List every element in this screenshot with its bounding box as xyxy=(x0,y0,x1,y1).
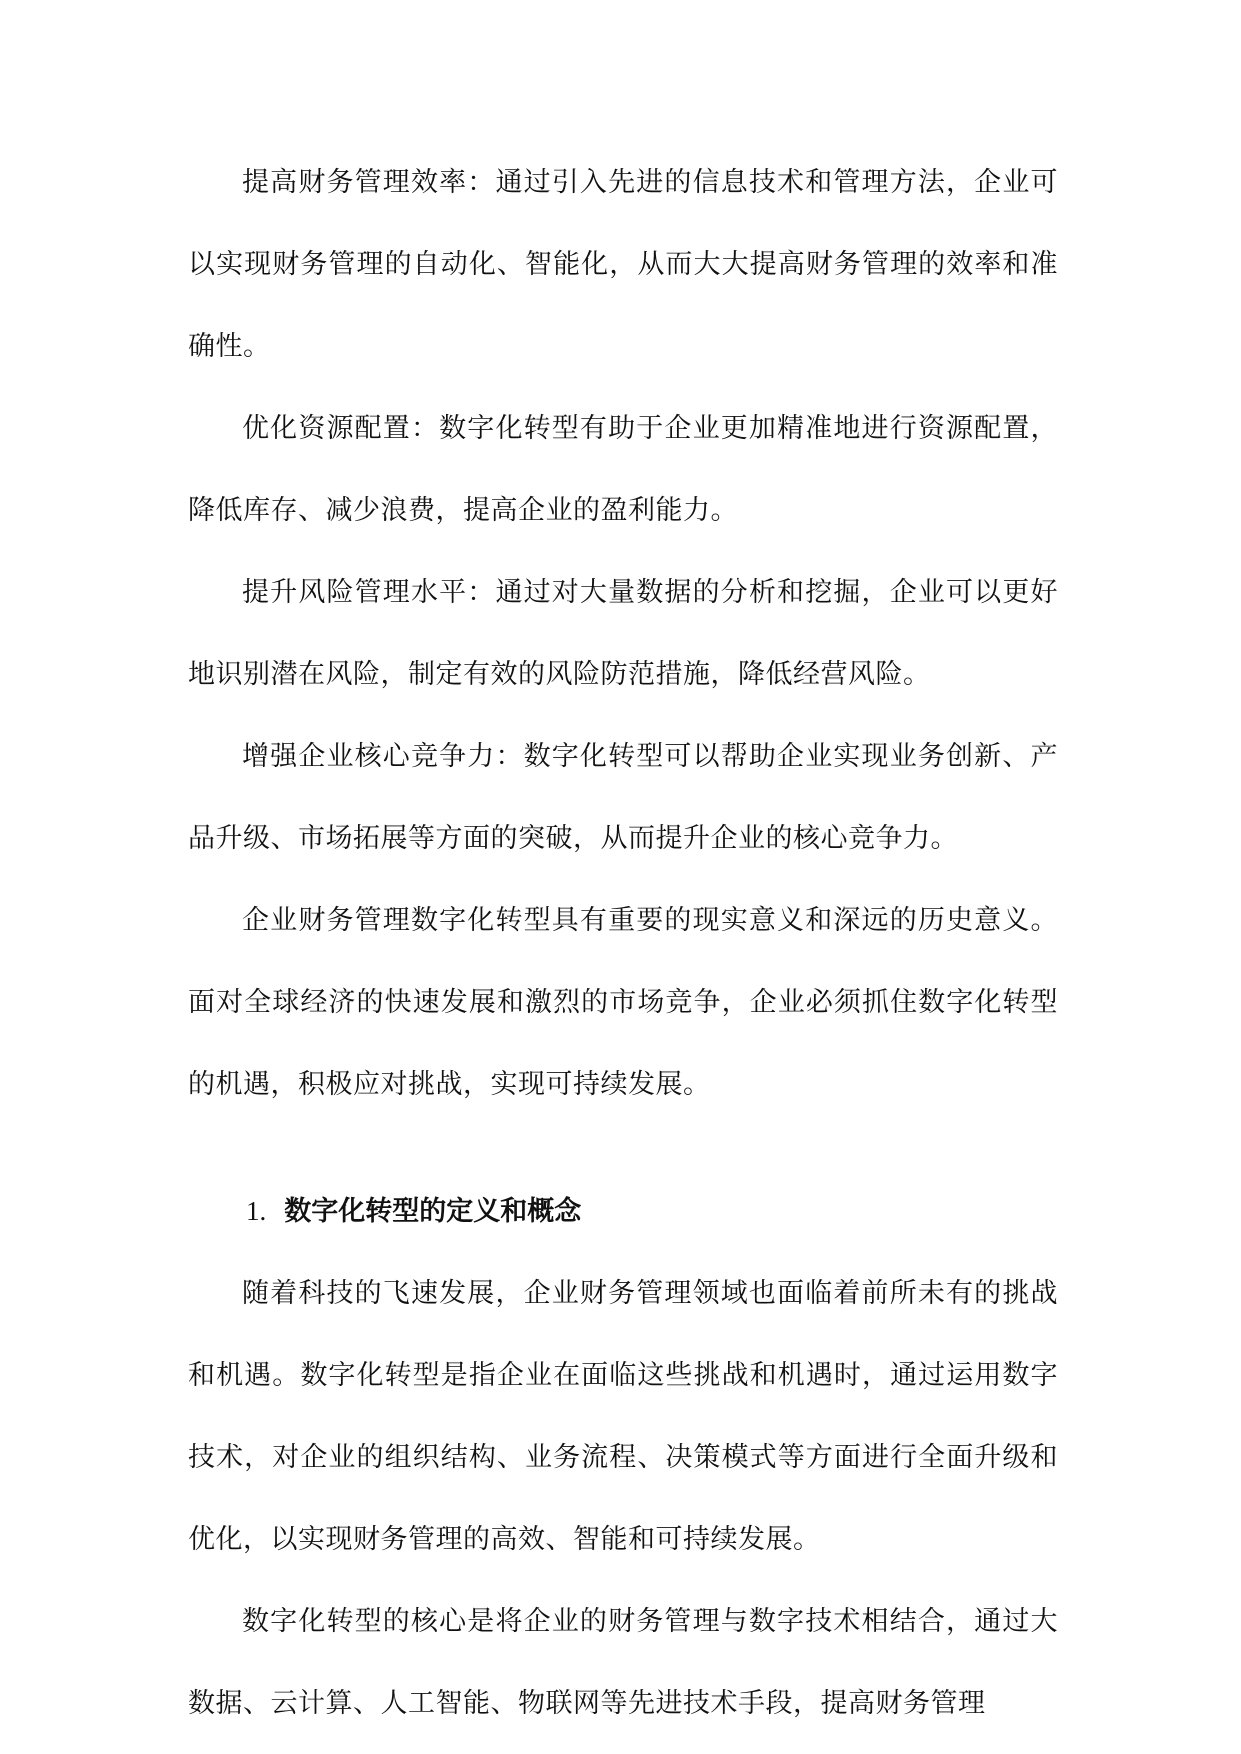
document-page xyxy=(188,142,1058,1745)
section-title: 数字化转型的定义和概念 xyxy=(284,1196,582,1227)
paragraph-definition: 随着科技的飞速发展，企业财务管理领域也面临着前所未有的挑战和机遇。数字化转型是指企业在面临这些挑战和机遇时，通过运用数字技术，对企业的组织结构、业务流程、决策模式等方面进行全面升级和优化，以实现财务管理的高效、智能和可持续发展。 xyxy=(188,1278,1058,1555)
paragraph-core-competitiveness: 增强企业核心竞争力：数字化转型可以帮助企业实现业务创新、产品升级、市场拓展等方面的突破，从而提升企业的核心竞争力。 xyxy=(188,741,1058,854)
paragraph-significance: 企业财务管理数字化转型具有重要的现实意义和深远的历史意义。面对全球经济的快速发展和激烈的市场竞争，企业必须抓住数字化转型的机遇，积极应对挑战，实现可持续发展。 xyxy=(188,905,1058,1100)
section-heading xyxy=(188,1170,1058,1253)
paragraph-resource-allocation: 优化资源配置：数字化转型有助于企业更加精准地进行资源配置，降低库存、减少浪费，提高企业的盈利能力。 xyxy=(188,413,1058,526)
paragraph-efficiency: 提高财务管理效率：通过引入先进的信息技术和管理方法，企业可以实现财务管理的自动化、智能化，从而大大提高财务管理的效率和准确性。 xyxy=(188,167,1058,362)
paragraph-core-concept: 数字化转型的核心是将企业的财务管理与数字技术相结合，通过大数据、云计算、人工智能、物联网等先进技术手段，提高财务管理 xyxy=(188,1606,1058,1719)
paragraph-risk-management: 提升风险管理水平：通过对大量数据的分析和挖掘，企业可以更好地识别潜在风险，制定有效的风险防范措施，降低经营风险。 xyxy=(188,577,1058,690)
section-number: 1. xyxy=(246,1196,267,1226)
